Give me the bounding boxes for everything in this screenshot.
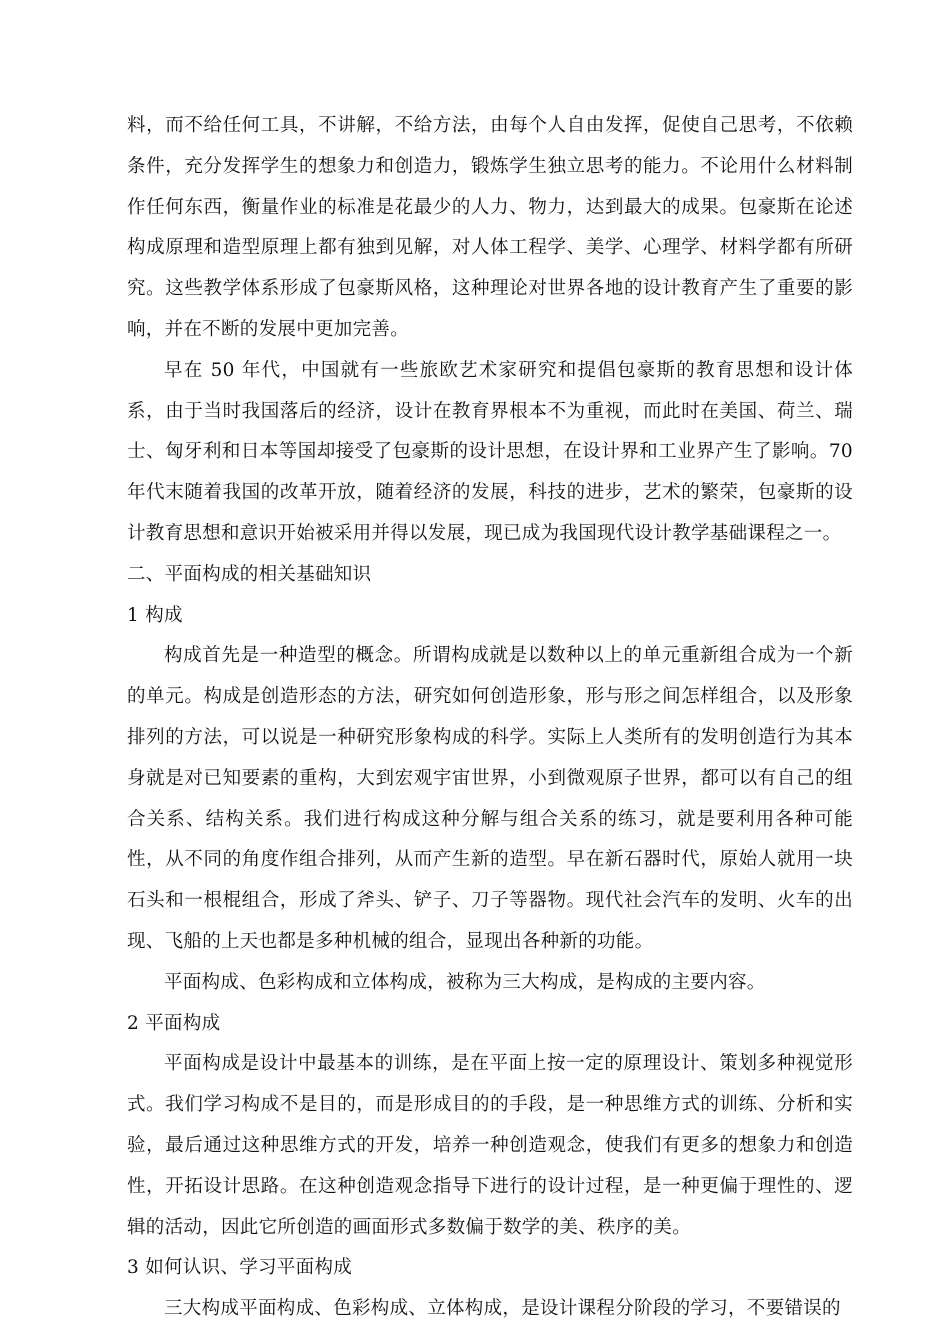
paragraph-composition-concept: 构成首先是一种造型的概念。所谓构成就是以数种以上的单元重新组合成为一个新的单元。构成是创造形态的方法，研究如何创造形象，形与形之间怎样组合，以及形象排列的方法，可以说是一种研究形象构成的科学。实际上人类所有的发明创造行为其本身就是对已知要素的重构，大到宏观宇宙世界，小到微观原子世界，都可以有自己的组合关系、结构关系。我们进行构成这种分解与组合关系的练习，就是要利用各种可能性，从不同的角度作组合排列，从而产生新的造型。早在新石器时代，原始人就用一块石头和一根棍组合，形成了斧头、铲子、刀子等器物。现代社会汽车的发明、火车的出现、飞船的上天也都是多种机械的组合，显现出各种新的功能。 [127,645,853,952]
section-heading-basics: 二、平面构成的相关基础知识 [127,563,372,585]
paragraph-bauhaus-teaching: 料，而不给任何工具，不讲解，不给方法，由每个人自由发挥，促使自己思考，不依赖条件，充分发挥学生的想象力和创造力，锻炼学生独立思考的能力。不论用什么材料制作任何东西，衡量作业的标准是花最少的人力、物力，达到最大的成果。包豪斯在论述构成原理和造型原理上都有独到见解，对人体工程学、美学、心理学、材料学都有所研究。这些教学体系形成了包豪斯风格，这种理论对世界各地的设计教育产生了重要的影响，并在不断的发展中更加完善。 [127,115,853,340]
paragraph-plane-composition: 平面构成是设计中最基本的训练，是在平面上按一定的原理设计、策划多种视觉形式。我们学习构成不是目的，而是形成目的的手段，是一种思维方式的训练、分析和实验，最后通过这种思维方式的开发，培养一种创造观念，使我们有更多的想象力和创造性，开拓设计思路。在这种创造观念指导下进行的设计过程，是一种更偏于理性的、逻辑的活动，因此它所创造的画面形式多数偏于数学的美、秩序的美。 [127,1053,853,1238]
paragraph-bauhaus-in-china: 早在 50 年代，中国就有一些旅欧艺术家研究和提倡包豪斯的教育思想和设计体系，由于当时我国落后的经济，设计在教育界根本不为重视，而此时在美国、荷兰、瑞士、匈牙利和日本等国却接受了包豪斯的设计思想，在设计界和工业界产生了影响。70 年代末随着我国的改革开放，随着经济的发展，科技的进步，艺术的繁荣，包豪斯的设计教育思想和意识开始被采用并得以发展，现已成为我国现代设计教学基础课程之一。 [127,359,853,544]
subheading-composition: 1 构成 [127,604,183,626]
paragraph-learning-stages: 三大构成平面构成、色彩构成、立体构成，是设计课程分阶段的学习，不要错误的 [164,1298,841,1320]
document-page [127,106,853,1330]
subheading-learning-plane-composition: 3 如何认识、学习平面构成 [127,1257,353,1279]
subheading-plane-composition: 2 平面构成 [127,1012,221,1034]
paragraph-three-compositions: 平面构成、色彩构成和立体构成，被称为三大构成，是构成的主要内容。 [164,971,766,993]
